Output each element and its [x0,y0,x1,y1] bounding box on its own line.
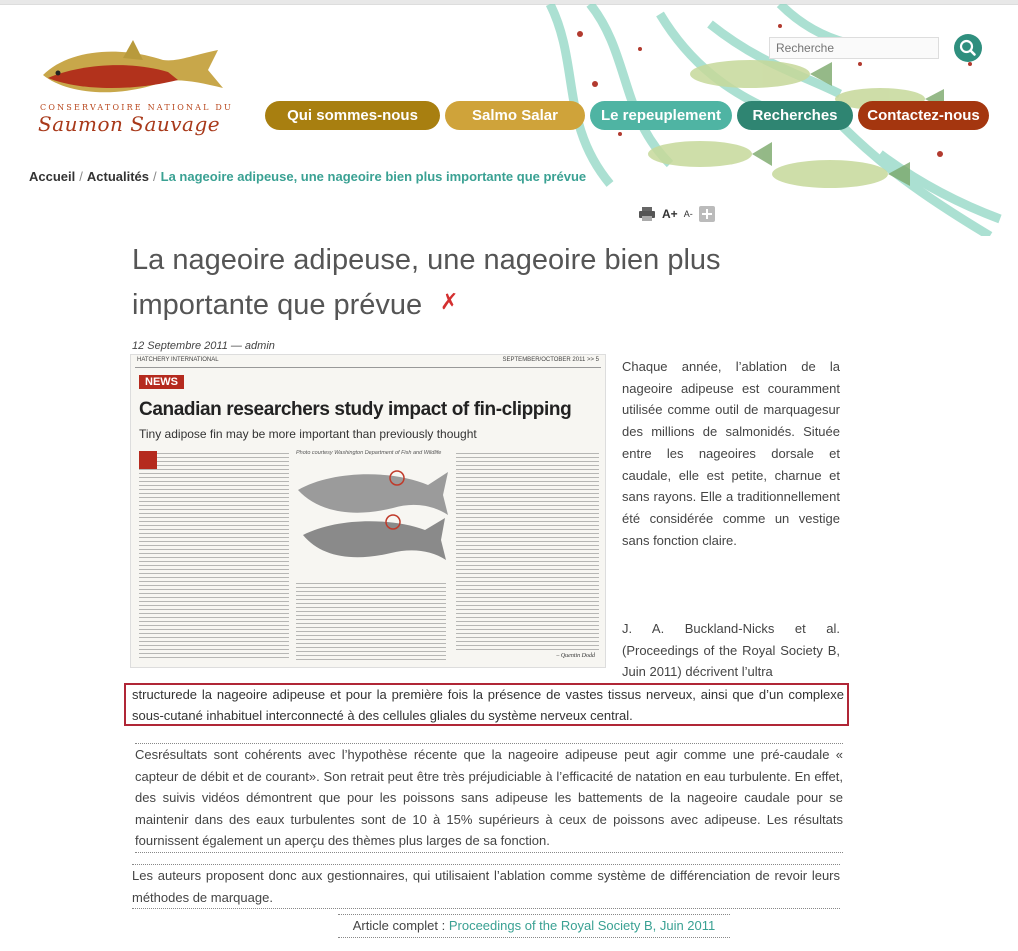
nav-qui-sommes-nous[interactable]: Qui sommes-nous [265,101,440,130]
breadcrumb-separator: / [79,169,83,184]
article-tools [638,205,715,223]
scan-photo-credit: Photo courtesy Washington Department of Fish and Wildlife [296,450,442,456]
article-meta: 12 Septembre 2011 — admin [132,340,275,352]
font-increase-button[interactable]: A+ [662,207,678,221]
nav-le-repeuplement[interactable]: Le repeuplement [590,101,732,130]
breadcrumb [29,169,586,184]
article-intro-text: Chaque année, l’ablation de la nageoire adipeuse est couramment utilisée comme outil de marquagesur des millions de salmonidés. Située entre les nageoires dorsale et caudale, elle est petite, charnue et sans rayons. Elle a traditionnellement été considérée comme un vestige sans fonction claire. [622,359,840,548]
breadcrumb-home[interactable]: Accueil [29,169,76,184]
scan-news-tag: NEWS [139,375,184,389]
print-icon[interactable] [638,206,656,222]
nav-salmo-salar[interactable]: Salmo Salar [445,101,585,130]
breadcrumb-current: La nageoire adipeuse, une nageoire bien plus importante que prévue [160,169,587,184]
full-article-label: Article complet : [352,918,446,933]
search-icon [954,34,982,62]
nav-recherches[interactable]: Recherches [737,101,853,130]
font-decrease-button[interactable]: A- [683,209,693,219]
close-mark-icon: ✗ [440,290,459,315]
article-study-text: J. A. Buckland-Nicks et al. (Proceedings of the Royal Society B, Juin 2011) décrivent l’ultra [622,621,840,680]
article-scan-image [130,354,606,668]
scan-column-text [139,450,289,658]
full-article-link[interactable]: Proceedings of the Royal Society B, Juin 2011 [448,918,716,933]
full-article-line [338,914,730,938]
scan-byline: – Quentin Dodd [556,653,595,659]
search-button[interactable] [954,34,982,62]
nav-contactez-nous[interactable]: Contactez-nous [858,101,989,130]
logo-title: Saumon Sauvage [38,112,221,136]
search-input[interactable] [769,37,939,59]
article-title [132,238,812,328]
scan-header-right: SEPTEMBER/OCTOBER 2011 >> 5 [502,357,599,363]
scan-column-text [296,580,446,660]
breadcrumb-news[interactable]: Actualités [86,169,150,184]
scan-dropcap [139,451,157,469]
scan-fish-photo [293,460,453,570]
breadcrumb-separator: / [153,169,157,184]
highlighted-text: structurede la nageoire adipeuse et pour la première fois la présence de vastes tissus nerveux, ainsi que d’un complexe sous-cutané inhabituel interconnecté à des cellules gliales du système nerveux central. [132,687,844,723]
scan-rule [135,367,601,368]
article-title-line: La nageoire adipeuse, une nageoire bien plus [132,244,721,276]
article-paragraph: Cesrésultats sont cohérents avec l’hypothèse récente que la nageoire adipeuse peut agir comme une pré-caudale « capteur de débit et de courant». Son retrait peut être très préjudiciable à l’efficacité de natation en eau turbulente. En effet, des suivis vidéos démontrent que pour les poissons sans adipeuse les battements de la nageoire caudale pour se maintenir dans des eaux turbulentes sont de 10 à 15% supérieurs à ceux de poissons avec adipeuse. Les résultats fournissent également un aperçu des thèmes plus larges de sa fonction. [135,743,843,853]
scan-column-text [456,450,599,650]
scan-subheadline: Tiny adipose fin may be more important than previously thought [139,427,477,441]
article-paragraph: Les auteurs proposent donc aux gestionnaires, qui utilisaient l’ablation comme système de différenciation de revoir leurs méthodes de marquage. [132,864,840,909]
logo-subtitle: CONSERVATOIRE NATIONAL DU [40,103,233,112]
scan-headline: Canadian researchers study impact of fin-clipping [139,399,572,420]
plus-icon[interactable] [699,206,715,222]
article-title-line: importante que prévue [132,289,423,321]
scan-header-left: HATCHERY INTERNATIONAL [137,357,219,363]
